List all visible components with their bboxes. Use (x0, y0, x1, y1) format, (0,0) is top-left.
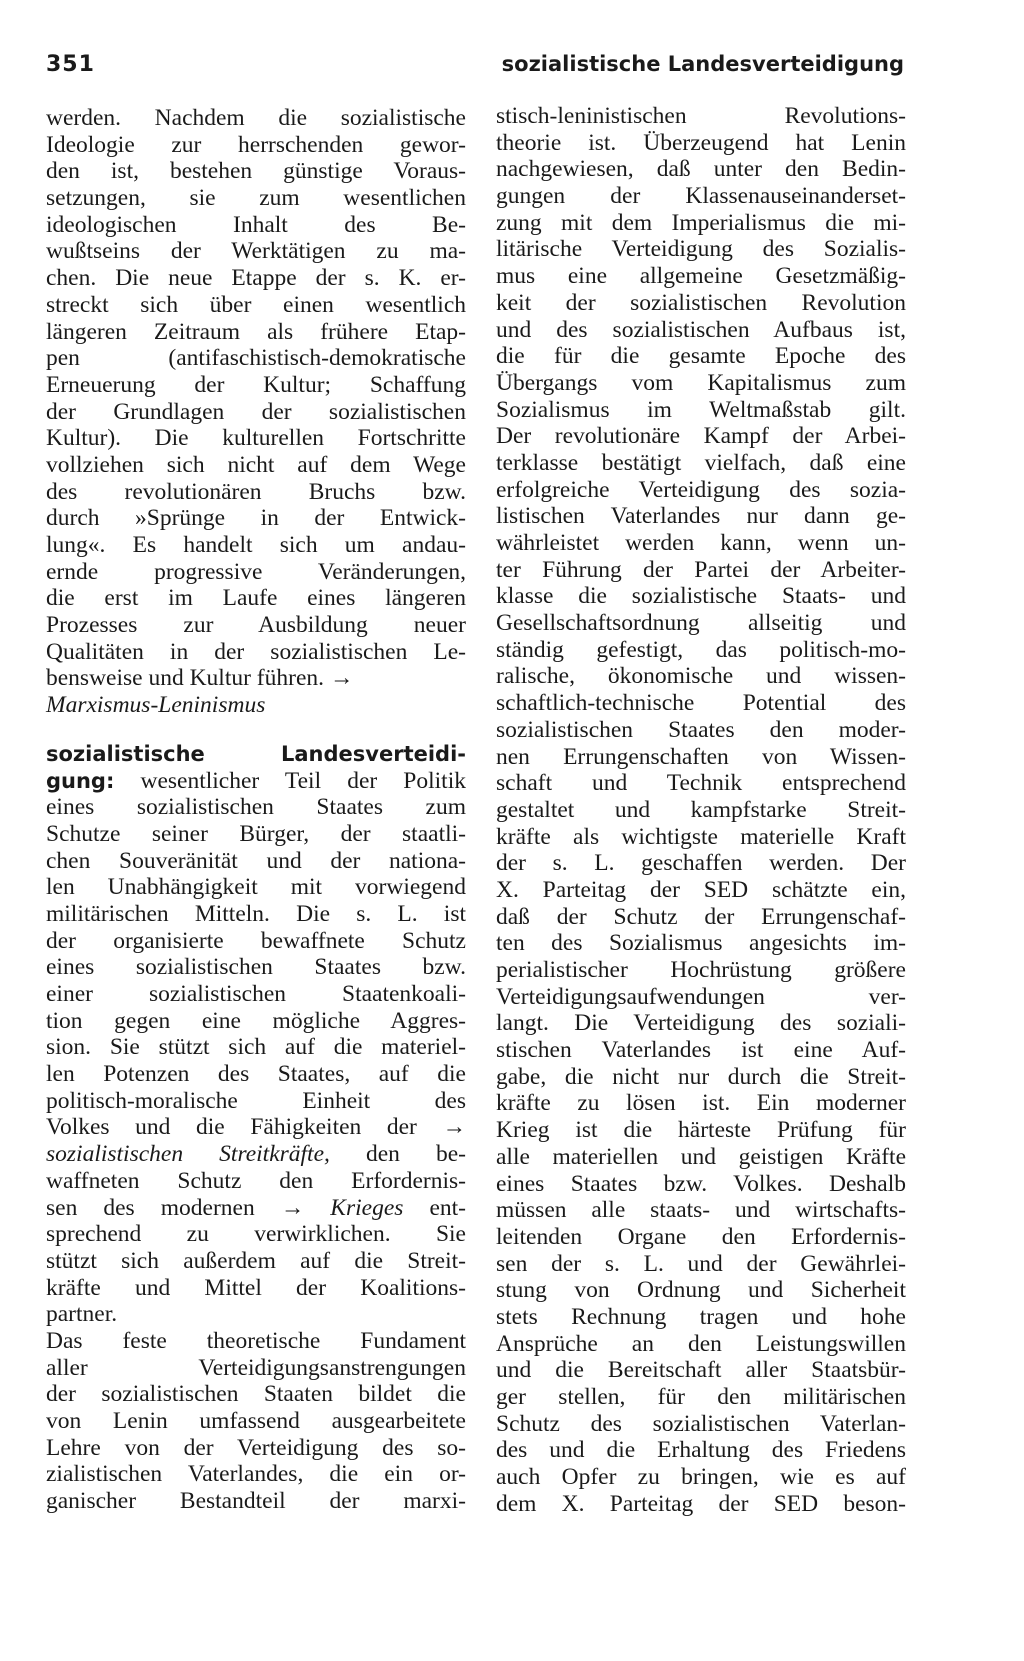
text-line: Lehre von der Verteidigung des so- (46, 1434, 466, 1461)
text-line: kräfte als wichtigste materielle Kraft (496, 823, 906, 850)
text-line: Schutze seiner Bürger, der staatli- (46, 820, 466, 847)
text-line: die erst im Laufe eines längeren (46, 585, 466, 612)
text-line: listischen Vaterlandes nur dann ge- (496, 503, 906, 530)
text-line: waffneten Schutz den Erfordernis- (46, 1167, 466, 1194)
text-line: längeren Zeitraum als frühere Etap- (46, 318, 466, 345)
text-line: klasse die sozialistische Staats- und (496, 583, 906, 610)
text-line: nen Errungenschaften von Wissen- (496, 743, 906, 770)
text-line: alle materiellen und geistigen Kräfte (496, 1143, 906, 1170)
text-line: aller Verteidigungsanstrengungen (46, 1354, 466, 1381)
text-line: stets Rechnung tragen und hohe (496, 1303, 906, 1330)
entry-body (46, 794, 466, 1141)
text-line: ten des Sozialismus angesichts im- (496, 930, 906, 957)
text-line: Prozesses zur Ausbildung neuer (46, 612, 466, 639)
text-line: politisch-moralische Einheit des (46, 1087, 466, 1114)
text-line: sen der s. L. und der Gewährlei- (496, 1250, 906, 1277)
text-line: partner. (46, 1301, 118, 1328)
text-line: leitenden Organe den Erfordernis- (496, 1223, 906, 1250)
text-line: gungen der Klassenauseinanderset- (496, 183, 906, 210)
text-line: des und die Erhaltung des Friedens (496, 1437, 906, 1464)
entry-body-continued (46, 1168, 466, 1195)
text-line: Sozialismus im Weltmaßstab gilt. (496, 396, 906, 423)
text-line: der sozialistischen Staaten bildet die (46, 1381, 466, 1408)
text-line: stung von Ordnung und Sicherheit (496, 1277, 906, 1304)
text-line: Gesellschaftsordnung allseitig und (496, 610, 906, 637)
text-line: ger stellen, für den militärischen (496, 1384, 906, 1410)
text-line: währleistet werden kann, wenn un- (496, 530, 906, 556)
entry-ref-line (46, 1141, 466, 1168)
entry-headword: sozialistische Landesverteidi- (46, 741, 466, 766)
text-line: Ansprüche an den Leistungswillen (496, 1330, 906, 1357)
text-line: zialistischen Vaterlandes, die ein or- (46, 1461, 466, 1488)
text-line: ernde progressive Veränderungen, (46, 558, 466, 585)
text-line: bensweise und Kultur führen. → (46, 665, 354, 692)
cross-reference: sozialistischen Streitkräfte, (46, 1141, 330, 1168)
text-line: ständig gefestigt, das politisch-mo- (496, 636, 906, 663)
text-line: litärische Verteidigung des Sozialis- (496, 236, 906, 263)
entry-definition-start: wesentlicher Teil der Politik (114, 767, 466, 794)
text-line: eines sozialistischen Staates zum (46, 794, 466, 821)
text-line: nachgewiesen, daß unter den Bedin- (496, 156, 906, 183)
text-line: tion gegen eine mögliche Aggres- (46, 1007, 466, 1034)
text-line: der s. L. geschaffen werden. Der (496, 850, 906, 877)
text-line: keit der sozialistischen Revolution (496, 289, 906, 316)
text-line: sozialistischen Staates den moder- (496, 716, 906, 743)
text-line: und die Bereitschaft aller Staatsbür- (496, 1357, 906, 1384)
text-line: vollziehen sich nicht auf dem Wege (46, 451, 466, 478)
text-line: dem X. Parteitag der SED beson- (496, 1490, 906, 1517)
text-line: der organisierte bewaffnete Schutz (46, 927, 466, 954)
text-line: der Grundlagen der sozialistischen (46, 398, 466, 425)
text-line: wußtseins der Werktätigen zu ma- (46, 238, 466, 265)
text-line: sion. Sie stützt sich auf die materiel- (46, 1034, 466, 1061)
entry-gap (46, 719, 466, 741)
text-line: lung«. Es handelt sich um andau- (46, 532, 466, 558)
text-line: setzungen, sie zum wesentlichen (46, 185, 466, 212)
paragraph-culture (46, 105, 466, 692)
text-line: stisch-leninistischen Revolutions- (496, 103, 906, 129)
text-line: Krieg ist die härteste Prüfung für (496, 1117, 906, 1144)
text-line: einer sozialistischen Staatenkoali- (46, 981, 466, 1007)
text-line: Qualitäten in der sozialistischen Le- (46, 638, 466, 665)
entry-definition-line (46, 768, 466, 795)
text-line: die für die gesamte Epoche des (496, 343, 906, 370)
text-line: ralische, ökonomische und wissen- (496, 663, 906, 690)
text-line: von Lenin umfassend ausgearbeitete (46, 1408, 466, 1434)
text-line: streckt sich über einen wesentlich (46, 291, 466, 318)
text-line: des revolutionären Bruchs bzw. (46, 478, 466, 505)
text-line: Der revolutionäre Kampf der Arbei- (496, 423, 906, 450)
right-column (496, 103, 906, 1517)
text-line: len Unabhängigkeit mit vorwiegend (46, 874, 466, 901)
text-line: theorie ist. Überzeugend hat Lenin (496, 129, 906, 156)
text-line: stischen Vaterlandes ist eine Auf- (496, 1037, 906, 1064)
text-fragment: sen des modernen → (46, 1194, 331, 1221)
paragraph-theory (46, 1328, 466, 1515)
text-line: gestaltet und kampfstarke Streit- (496, 796, 906, 823)
text-fragment: den be- (329, 1141, 466, 1168)
text-line: terklasse bestätigt vielfach, daß eine (496, 449, 906, 476)
left-column (46, 105, 466, 1515)
text-line: len Potenzen des Staates, auf die (46, 1061, 466, 1088)
text-line: perialistischer Hochrüstung größere (496, 957, 906, 983)
text-line: mus eine allgemeine Gesetzmäßig- (496, 263, 906, 290)
text-line: zung mit dem Imperialismus die mi- (496, 209, 906, 236)
entry-body-continued (46, 1221, 466, 1301)
text-line: langt. Die Verteidigung des soziali- (496, 1010, 906, 1037)
text-line: chen. Die neue Etappe der s. K. er- (46, 265, 466, 292)
text-line: Erneuerung der Kultur; Schaffung (46, 371, 466, 398)
text-line: ganischer Bestandteil der marxi- (46, 1488, 466, 1515)
entry-headword-line (46, 741, 466, 768)
text-line: eines sozialistischen Staates bzw. (46, 954, 466, 981)
text-line: stützt sich außerdem auf die Streit- (46, 1247, 466, 1274)
text-fragment: ent- (403, 1194, 466, 1221)
page-number: 351 (46, 52, 95, 77)
cross-reference: Marxismus-Leninismus (46, 692, 266, 719)
text-line: schaft und Technik entsprechend (496, 770, 906, 797)
cross-reference: Krieges (330, 1194, 404, 1221)
text-line: kräfte und Mittel der Koalitions- (46, 1274, 466, 1301)
text-line: Verteidigungsaufwendungen ver- (496, 983, 906, 1010)
text-line: sprechend zu verwirklichen. Sie (46, 1221, 466, 1248)
text-line: schaftlich-technische Potential des (496, 690, 906, 717)
text-line: gabe, die nicht nur durch die Streit- (496, 1063, 906, 1090)
text-line: Schutz des sozialistischen Vaterlan- (496, 1410, 906, 1437)
text-line: müssen alle staats- und wirtschafts- (496, 1197, 906, 1224)
text-line: pen (antifaschistisch-demokratische (46, 345, 466, 372)
text-line: Ideologie zur herrschenden gewor- (46, 131, 466, 158)
text-line: durch »Sprünge in der Entwick- (46, 505, 466, 532)
text-line: Das feste theoretische Fundament (46, 1327, 466, 1354)
text-line: chen Souveränität und der nationa- (46, 847, 466, 874)
text-line: ideologischen Inhalt des Be- (46, 211, 466, 238)
text-line: Volkes und die Fähigkeiten der → (46, 1114, 466, 1141)
text-line: erfolgreiche Verteidigung des sozia- (496, 476, 906, 503)
text-line: werden. Nachdem die sozialistische (46, 105, 466, 131)
text-line: den ist, bestehen günstige Voraus- (46, 158, 466, 185)
right-column-text (496, 103, 906, 1517)
entry-ref-line (46, 1195, 466, 1222)
running-head: sozialistische Landesverteidigung (501, 52, 904, 76)
text-line: Übergangs vom Kapitalismus zum (496, 369, 906, 396)
text-line: daß der Schutz der Errungenschaf- (496, 903, 906, 930)
text-line: eines Staates bzw. Volkes. Deshalb (496, 1170, 906, 1197)
text-line: Kultur). Die kulturellen Fortschritte (46, 425, 466, 452)
text-line: und des sozialistischen Aufbaus ist, (496, 316, 906, 343)
text-line: militärischen Mitteln. Die s. L. ist (46, 900, 466, 927)
text-line: auch Opfer zu bringen, wie es auf (496, 1464, 906, 1491)
text-line: X. Parteitag der SED schätzte ein, (496, 876, 906, 903)
text-line: ter Führung der Partei der Arbeiter- (496, 556, 906, 583)
entry-headword-continued: gung: (46, 768, 115, 793)
text-line: kräfte zu lösen ist. Ein moderner (496, 1090, 906, 1117)
